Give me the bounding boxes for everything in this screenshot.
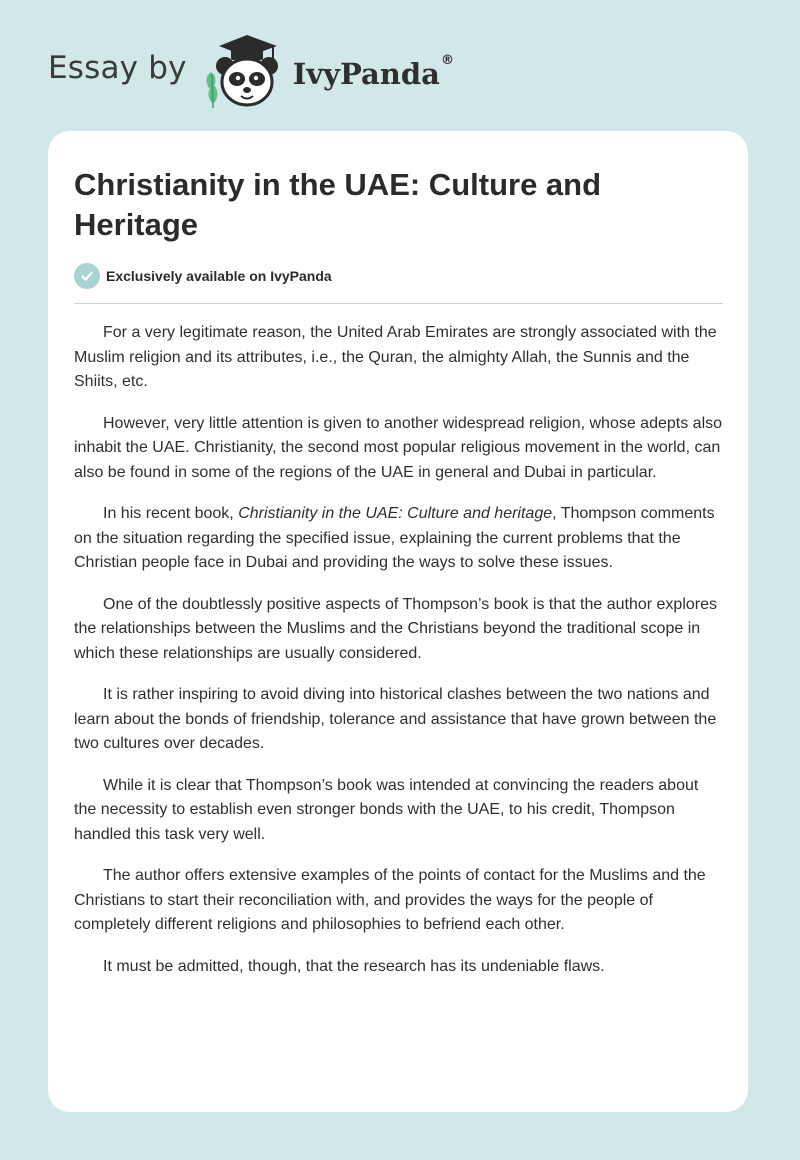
registered-mark: ® xyxy=(440,53,454,68)
essay-by-label: Essay by xyxy=(48,50,187,86)
site-header xyxy=(48,32,454,112)
exclusive-label: Exclusively available on IvyPanda xyxy=(106,268,332,284)
paragraph: One of the doubtlessly positive aspects of Thompson’s book is that the author explores the relationships between the Muslims and the Christians beyond the traditional scope in which these relationships are usually considered. xyxy=(74,595,717,662)
essay-body xyxy=(74,321,724,996)
paragraph: However, very little attention is given to another widespread religion, whose adepts also inhabit the UAE. Christianity, the second most popular religious movement in the world, can also be found in some of the regions of the UAE in general and Dubai in particular. xyxy=(74,414,723,481)
paragraph-text: , Thompson comments on the situation regarding the specified issue, explaining the current problems that the Christian people face in Dubai and providing the ways to solve these issues. xyxy=(74,505,715,571)
check-icon xyxy=(74,263,100,289)
brand-name-text: IvyPanda xyxy=(292,57,440,91)
brand-name xyxy=(292,53,454,91)
paragraph: The author offers extensive examples of the points of contact for the Muslims and the Christians to start their reconciliation with, and provides the ways for the people of completely different religions and philosophies to befriend each other. xyxy=(74,867,706,933)
paragraph-text: In his recent book, xyxy=(103,505,239,522)
paragraph: While it is clear that Thompson’s book was intended at convincing the readers about the necessity to establish even stronger bonds with the UAE, to his credit, Thompson handled this task very well. xyxy=(74,776,699,843)
paragraph: It is rather inspiring to avoid diving into historical clashes between the two nations and learn about the bonds of friendship, tolerance and assistance that have grown between the two cultures over decades. xyxy=(74,686,717,752)
paragraph: It must be admitted, though, that the research has its undeniable flaws. xyxy=(103,957,605,975)
divider xyxy=(74,303,723,304)
panda-graduate-icon xyxy=(199,32,291,112)
paragraph: For a very legitimate reason, the United Arab Emirates are strongly associated with the Muslim religion and its attributes, i.e., the Quran, the almighty Allah, the Sunnis and the Shiits, etc. xyxy=(74,324,717,390)
book-title: Christianity in the UAE: Culture and heritage xyxy=(238,505,553,522)
paragraph xyxy=(74,502,724,576)
essay-card xyxy=(48,131,748,1112)
exclusive-badge xyxy=(74,263,332,289)
essay-title: Christianity in the UAE: Culture and Heritage xyxy=(74,167,602,242)
